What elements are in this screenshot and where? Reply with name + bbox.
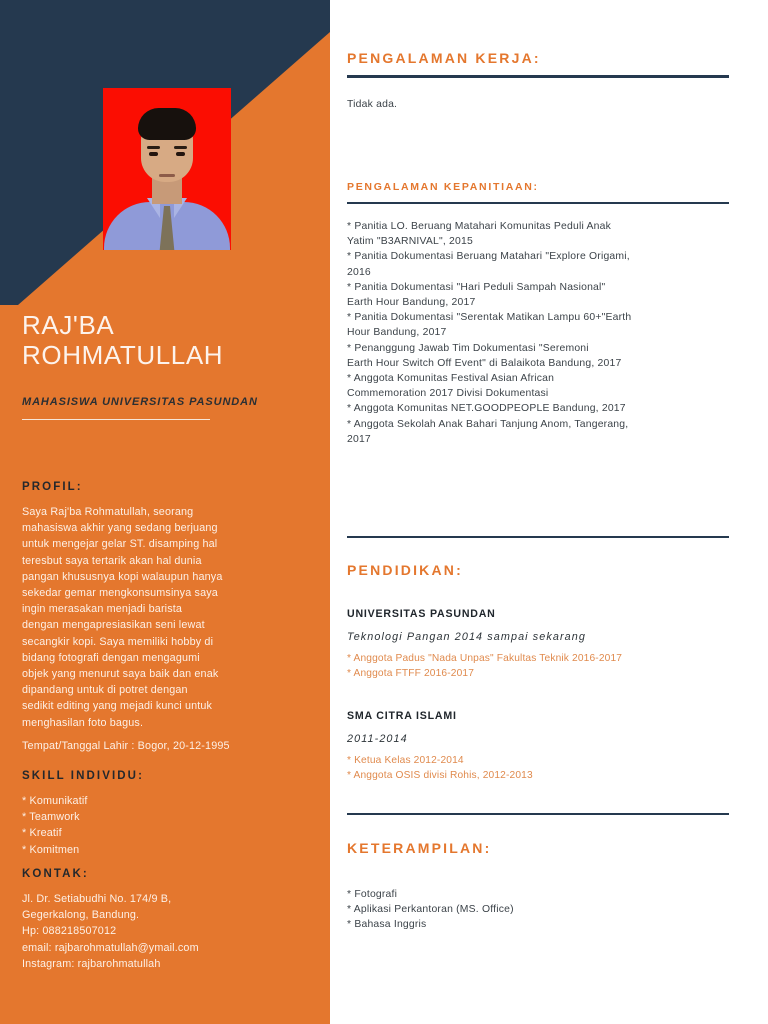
profil-line: dipandang untuk di potret dengan	[22, 684, 188, 697]
photo-eye-right	[176, 152, 185, 156]
work-experience-body	[347, 97, 729, 112]
profil-line: menghasilan foto bagus.	[22, 716, 144, 729]
skills-list	[347, 887, 729, 933]
education-school-name: UNIVERSITAS PASUNDAN	[347, 608, 496, 620]
profile-photo	[103, 88, 231, 250]
work-experience-line: Tidak ada.	[347, 99, 398, 110]
name-last: ROHMATULLAH	[22, 340, 224, 370]
committee-line: 2017	[347, 433, 371, 445]
work-experience-section	[347, 50, 729, 112]
skill-item: * Komunikatif	[22, 795, 88, 807]
education-school-name: SMA CITRA ISLAMI	[347, 710, 457, 723]
profil-line: sedikit editing yang mejadi kunci untuk	[22, 700, 213, 713]
subtitle-divider	[22, 419, 210, 420]
committee-line: * Panitia Dokumentasi "Serentak Matikan Lampu 60+"Earth	[347, 312, 632, 324]
kontak-address-line: Gegerkalong, Bandung.	[22, 909, 140, 922]
profil-line: dengan mengapresiasikan seni lewat	[22, 619, 205, 632]
left-sidebar	[0, 0, 330, 1024]
committee-line: Earth Hour Bandung, 2017	[347, 297, 476, 309]
skills-top-divider	[347, 813, 729, 815]
kontak-instagram[interactable]: Instagram: rajbarohmatullah	[22, 957, 161, 970]
kontak-list	[22, 891, 272, 972]
education-period: Teknologi Pangan 2014 sampai sekarang	[347, 631, 586, 643]
job-subtitle-line-1: MAHASISWA UNIVERSITAS	[22, 396, 186, 408]
education-period: 2011-2014	[347, 733, 408, 746]
education-note-line: * Ketua Kelas 2012-2014	[347, 755, 464, 767]
profil-line: pangan khususnya kopi walaupun hanya	[22, 570, 223, 583]
kontak-heading: KONTAK:	[22, 868, 89, 880]
skills-item: * Bahasa Inggris	[347, 919, 427, 931]
profil-line: teresbut saya tertarik akan hal dunia	[22, 554, 202, 567]
profil-line: secangkir kopi. Saya memiliki hobby di	[22, 635, 214, 648]
committee-line: Yatim "B3ARNIVAL", 2015	[347, 236, 473, 248]
job-subtitle-line-2: PASUNDAN	[189, 396, 258, 408]
work-experience-divider	[347, 75, 729, 78]
committee-experience-section	[347, 181, 729, 447]
skill-item: * Teamwork	[22, 811, 80, 824]
committee-line: * Panitia Dokumentasi "Hari Peduli Sampah Nasional"	[347, 281, 606, 293]
committee-line: * Panitia LO. Beruang Matahari Komunitas Peduli Anak	[347, 221, 611, 232]
profil-line: ingin merasakan menjadi barista	[22, 603, 183, 616]
birth-line: Tempat/Tanggal Lahir : Bogor, 20-12-1995	[22, 740, 230, 752]
committee-experience-body	[347, 219, 729, 447]
skill-item: * Komitmen	[22, 843, 80, 856]
profil-heading: PROFIL:	[22, 481, 83, 493]
committee-line: * Anggota Sekolah Anak Bahari Tanjung Anom, Tangerang,	[347, 418, 629, 430]
committee-line: 2016	[347, 266, 371, 278]
photo-hair	[138, 108, 196, 140]
profil-body	[22, 504, 272, 731]
education-notes	[347, 754, 729, 783]
education-entry	[347, 710, 729, 783]
committee-line: * Anggota Komunitas Festival Asian African	[347, 373, 555, 385]
profil-line: objek yang menurut saya baik dan enak	[22, 668, 219, 681]
profil-section	[22, 481, 272, 731]
committee-line: * Anggota Komunitas NET.GOODPEOPLE Bandung, 2017	[347, 403, 626, 415]
work-experience-heading: PENGALAMAN KERJA:	[347, 50, 541, 66]
skills-heading: KETERAMPILAN:	[347, 840, 492, 856]
education-note-line: * Anggota FTFF 2016-2017	[347, 667, 475, 679]
skill-individu-list	[22, 793, 272, 858]
education-note-line: * Anggota Padus "Nada Unpas" Fakultas Teknik 2016-2017	[347, 653, 623, 664]
education-top-divider	[347, 536, 729, 538]
skills-item: * Aplikasi Perkantoran (MS. Office)	[347, 904, 514, 916]
committee-line: * Penanggung Jawab Tim Dokumentasi "Seremoni	[347, 342, 589, 354]
profil-line: sekedar gemar mengkonsumsinya saya	[22, 587, 218, 600]
photo-eye-left	[149, 152, 158, 156]
profil-line: untuk mengejar gelar ST. disamping hal	[22, 538, 218, 551]
photo-mouth	[159, 174, 175, 177]
education-section	[347, 536, 729, 783]
kontak-section	[22, 868, 272, 972]
kontak-email[interactable]: email: rajbarohmatullah@ymail.com	[22, 941, 199, 954]
profil-line: Saya Raj'ba Rohmatullah, seorang	[22, 506, 194, 518]
name-first: RAJ'BA	[22, 310, 115, 340]
job-subtitle	[22, 395, 312, 410]
kontak-address-line: Jl. Dr. Setiabudhi No. 174/9 B,	[22, 893, 172, 905]
profil-line: bidang fotografi dengan mengagumi	[22, 651, 200, 664]
kontak-phone: Hp: 088218507012	[22, 925, 117, 938]
skill-item: * Kreatif	[22, 827, 62, 840]
education-note-line: * Anggota OSIS divisi Rohis, 2012-2013	[347, 769, 533, 781]
photo-eyebrow-left	[147, 146, 160, 149]
profil-line: mahasiswa akhir yang sedang berjuang	[22, 522, 218, 535]
name-block	[22, 310, 312, 420]
education-heading: PENDIDIKAN:	[347, 562, 463, 578]
skills-section	[347, 813, 729, 933]
education-notes	[347, 652, 729, 681]
birth-info	[22, 738, 272, 754]
committee-experience-heading: PENGALAMAN KEPANITIAAN:	[347, 181, 539, 193]
committee-experience-divider	[347, 202, 729, 204]
skill-individu-heading: SKILL INDIVIDU:	[22, 770, 145, 782]
committee-line: Hour Bandung, 2017	[347, 327, 447, 339]
committee-line: Earth Hour Switch Off Event" di Balaikota Bandung, 2017	[347, 357, 622, 369]
skill-individu-section	[22, 770, 272, 858]
committee-line: Commemoration 2017 Divisi Dokumentasi	[347, 388, 549, 400]
photo-eyebrow-right	[174, 146, 187, 149]
skills-item: * Fotografi	[347, 889, 398, 900]
committee-line: * Panitia Dokumentasi Beruang Matahari "Explore Origami,	[347, 251, 630, 263]
education-entry	[347, 608, 729, 681]
